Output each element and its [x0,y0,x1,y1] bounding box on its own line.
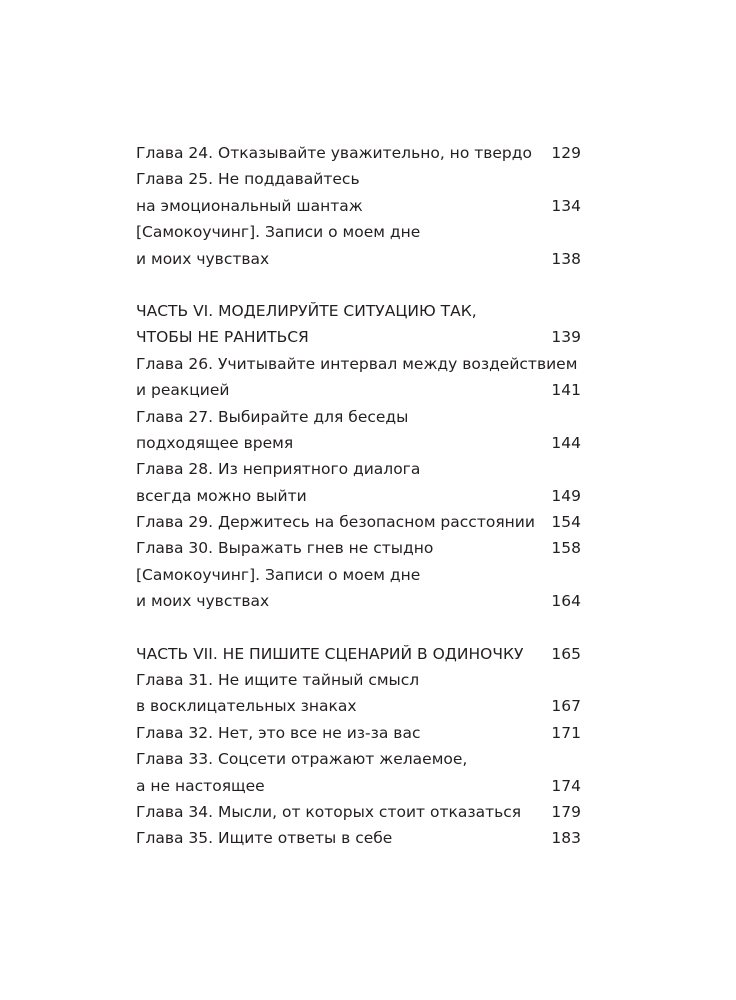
toc-entry-part-vi[interactable] [136,298,581,351]
toc-entry-title: Глава 33. Соцсети отражают желаемое, [136,750,468,769]
toc-page-number: 179 [551,802,581,821]
toc-entry-title: Глава 25. Не поддавайтесь [136,170,360,189]
toc-entry-title-continued: подходящее время [136,433,294,452]
toc-entry-title-continued: и моих чувствах [136,249,270,268]
toc-entry-chapter-32[interactable] [136,720,581,746]
toc-entry-self-coaching-2[interactable] [136,562,581,615]
toc-entry-title: Глава 31. Не ищите тайный смысл [136,671,420,690]
toc-part-title-continued: ЧТОБЫ НЕ РАНИТЬСЯ [136,328,309,347]
toc-page-number: 129 [551,144,581,162]
toc-page-number: 171 [551,723,581,742]
toc-entry-self-coaching-1[interactable] [136,219,581,272]
toc-entry-chapter-25[interactable] [136,166,581,219]
toc-entry-title: [Самокоучинг]. Записи о моем дне [136,223,421,242]
toc-entry-chapter-33[interactable] [136,746,581,799]
toc-entry-chapter-26[interactable] [136,351,581,404]
toc-entry-title: Глава 34. Мысли, от которых стоит отказаться [136,802,522,821]
toc-part-title: ЧАСТЬ VI. МОДЕЛИРУЙТЕ СИТУАЦИЮ ТАК, [136,301,477,320]
toc-page-number: 183 [551,829,581,848]
toc-page-number: 174 [551,776,581,795]
toc-entry-title-continued: на эмоциональный шантаж [136,196,363,215]
toc-entry-title-continued: и реакцией [136,381,230,400]
toc-page-number: 139 [551,328,581,347]
toc-entry-title-continued: всегда можно выйти [136,486,307,505]
table-of-contents [136,140,581,852]
toc-page-number: 149 [551,486,581,505]
toc-entry-title: Глава 28. Из неприятного диалога [136,460,421,479]
toc-entry-title: Глава 26. Учитывайте интервал между воздействием [136,354,578,373]
toc-entry-title: Глава 30. Выражать гнев не стыдно [136,539,434,558]
toc-page-number: 158 [551,539,581,558]
toc-entry-title-continued: и моих чувствах [136,592,270,611]
toc-section-part-vi [136,298,581,615]
toc-entry-title: [Самокоучинг]. Записи о моем дне [136,565,421,584]
toc-page-number: 134 [551,196,581,215]
toc-section-part-v-end [136,140,581,272]
section-spacer [136,272,581,298]
toc-page-number: 164 [551,592,581,611]
toc-section-part-vii [136,641,581,852]
toc-page-number: 141 [551,381,581,400]
toc-page-number: 167 [551,697,581,716]
toc-page-number: 154 [551,513,581,532]
toc-page-number: 138 [551,249,581,268]
toc-page-number: 165 [551,644,581,663]
toc-entry-chapter-28[interactable] [136,456,581,509]
toc-entry-chapter-29[interactable] [136,509,581,535]
toc-entry-title: Глава 29. Держитесь на безопасном расстоянии [136,513,535,532]
section-spacer [136,615,581,641]
toc-entry-title: Глава 24. Отказывайте уважительно, но твердо [136,144,532,162]
toc-entry-title: Глава 35. Ищите ответы в себе [136,829,393,848]
toc-entry-chapter-35[interactable] [136,825,581,851]
toc-entry-title: Глава 27. Выбирайте для беседы [136,407,409,426]
toc-entry-title-continued: а не настоящее [136,776,265,795]
toc-entry-chapter-30[interactable] [136,535,581,561]
toc-entry-chapter-27[interactable] [136,404,581,457]
toc-entry-chapter-31[interactable] [136,667,581,720]
toc-page-number: 144 [551,433,581,452]
toc-entry-title: Глава 32. Нет, это все не из-за вас [136,723,421,742]
toc-entry-part-vii[interactable] [136,641,581,667]
toc-entry-chapter-34[interactable] [136,799,581,825]
toc-entry-title-continued: в восклицательных знаках [136,697,357,716]
toc-part-title: ЧАСТЬ VII. НЕ ПИШИТЕ СЦЕНАРИЙ В ОДИНОЧКУ [136,644,524,663]
toc-entry-chapter-24[interactable] [136,140,581,166]
